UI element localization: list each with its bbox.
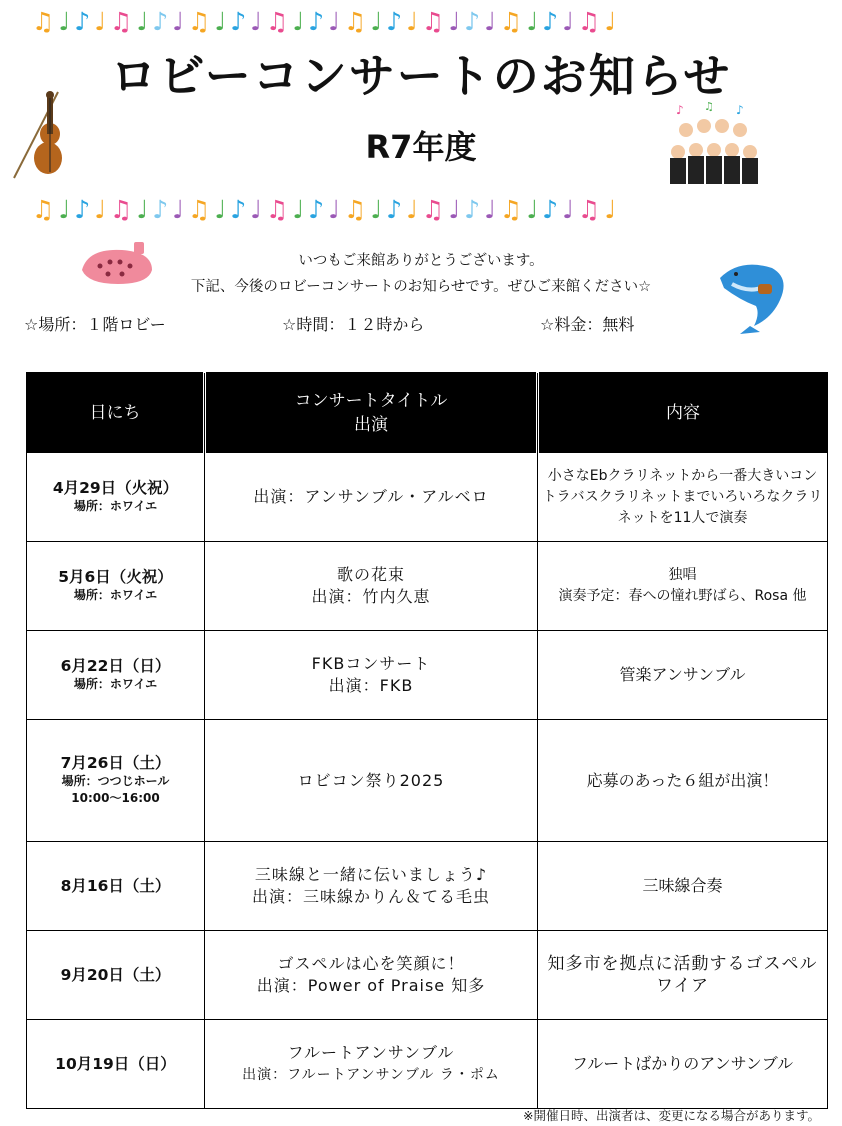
info-time: ☆時間：１２時から: [282, 315, 425, 334]
intro-text: [0, 248, 842, 300]
music-note-icon: ♩: [484, 194, 496, 224]
music-note-icon: ♫: [577, 194, 601, 224]
row-performer: 出演：三味線かりん＆てる毛虫: [251, 887, 490, 906]
header-title-line1: コンサートタイトル: [294, 390, 448, 411]
row-title: ロビコン祭り2025: [297, 770, 445, 790]
table-row: [27, 720, 828, 842]
music-note-icon: ♩: [172, 194, 184, 224]
music-note-icon: ♫: [265, 194, 289, 224]
music-note-icon: ♪: [230, 194, 247, 224]
music-note-icon: ♪: [386, 6, 403, 36]
row-title: 三味線と一緒に伝いましょう♪: [254, 865, 488, 884]
music-note-icon: ♩: [604, 6, 617, 36]
music-note-icon: ♫: [343, 6, 367, 36]
music-note-icon: ♩: [406, 6, 418, 36]
row-date-cell: [27, 842, 205, 931]
header-date: 日にち: [27, 373, 205, 453]
row-title-cell: [205, 542, 538, 631]
music-note-icon: ♩: [136, 6, 149, 36]
music-note-icon: ♫: [265, 6, 289, 36]
music-note-icon: ♩: [58, 194, 71, 224]
music-note-icon: ♪: [464, 6, 481, 36]
music-note-icon: ♩: [526, 194, 539, 224]
table-row: [27, 631, 828, 720]
table-row: [27, 1020, 828, 1109]
row-place: 場所：ホワイエ: [73, 588, 158, 602]
music-note-icon: ♫: [343, 194, 367, 224]
music-note-icon: ♩: [136, 194, 149, 224]
music-note-icon: ♩: [328, 6, 340, 36]
music-note-icon: ♪: [230, 6, 247, 36]
row-date: 8月16日（土）: [60, 876, 171, 895]
music-note-icon: ♩: [448, 194, 461, 224]
svg-text:♪: ♪: [676, 103, 684, 117]
music-note-icon: ♫: [499, 6, 523, 36]
row-title: 歌の花束: [336, 565, 405, 584]
intro-line-2: 下記、今後のロビーコンサートのお知らせです。ぜひご来館ください☆: [190, 279, 652, 295]
row-date: 4月29日（火祝）: [52, 479, 179, 497]
row-title-cell: [205, 931, 538, 1020]
row-date-cell: [27, 720, 205, 842]
row-content: 小さなEbクラリネットから一番大きいコントラバスクラリネットまでいろいろなクラリネットを11人で演奏: [538, 453, 828, 542]
music-notes-top: [32, 4, 732, 38]
music-note-icon: ♪: [542, 6, 559, 36]
table-row: [27, 842, 828, 931]
row-date: 6月22日（日）: [60, 657, 171, 675]
music-note-icon: ♩: [370, 194, 383, 224]
music-note-icon: ♪: [464, 194, 481, 224]
music-note-icon: ♩: [94, 194, 106, 224]
music-note-icon: ♪: [386, 194, 403, 224]
row-date-cell: [27, 453, 205, 542]
music-note-icon: ♪: [74, 194, 91, 224]
row-content: フルートばかりのアンサンブル: [538, 1020, 828, 1109]
row-date-cell: [27, 631, 205, 720]
row-title: フルートアンサンブル: [287, 1043, 455, 1062]
schedule-table: [26, 372, 828, 1109]
music-note-icon: ♩: [448, 6, 461, 36]
music-note-icon: ♩: [484, 6, 496, 36]
row-title-cell: [205, 453, 538, 542]
row-date: 5月6日（火祝）: [58, 568, 173, 586]
row-title-cell: [205, 631, 538, 720]
row-content-line1: 独唱: [668, 567, 697, 583]
row-title: ゴスペルは心を笑顔に！: [277, 954, 465, 973]
page-title: ロビーコンサートのお知らせ: [110, 49, 732, 103]
info-fee: ☆料金：無料: [540, 315, 635, 334]
row-date-cell: [27, 1020, 205, 1109]
row-performer: 出演：Power of Praise 知多: [256, 976, 486, 995]
row-date-cell: [27, 931, 205, 1020]
info-place: ☆場所：１階ロビー: [24, 315, 166, 334]
header-content: 内容: [538, 373, 828, 453]
music-note-icon: ♩: [406, 194, 418, 224]
music-note-icon: ♫: [499, 194, 523, 224]
intro-line-1: いつもご来館ありがとうございます。: [298, 253, 544, 269]
row-title-cell: [205, 720, 538, 842]
music-note-icon: ♪: [152, 194, 169, 224]
row-date: 10月19日（日）: [55, 1054, 176, 1073]
music-note-icon: ♫: [187, 6, 211, 36]
music-note-icon: ♩: [214, 6, 227, 36]
header-title-line2: 出演: [354, 414, 388, 435]
svg-text:♪: ♪: [736, 103, 744, 117]
row-date: 7月26日（土）: [60, 754, 171, 772]
music-note-icon: ♩: [370, 6, 383, 36]
music-note-icon: ♩: [562, 194, 574, 224]
music-note-icon: ♫: [421, 194, 445, 224]
music-note-icon: ♫: [577, 6, 601, 36]
music-note-icon: ♫: [109, 6, 133, 36]
svg-text:♫: ♫: [704, 100, 714, 113]
row-place: 場所：ホワイエ: [73, 499, 158, 513]
row-time: 10:00～16:00: [71, 791, 160, 805]
music-note-icon: ♫: [32, 6, 55, 36]
table-row: [27, 453, 828, 542]
music-note-icon: ♩: [292, 6, 305, 36]
row-performer: 出演：アンサンブル・アルベロ: [253, 487, 489, 506]
music-note-icon: ♪: [308, 194, 325, 224]
row-place: 場所：ホワイエ: [73, 677, 158, 691]
row-title-cell: [205, 1020, 538, 1109]
table-header-row: [27, 373, 828, 453]
music-note-icon: ♪: [152, 6, 169, 36]
music-note-icon: ♩: [292, 194, 305, 224]
music-note-icon: ♩: [604, 194, 617, 224]
music-note-icon: ♩: [526, 6, 539, 36]
music-note-icon: ♩: [58, 6, 71, 36]
music-notes-bottom: [32, 192, 732, 226]
music-note-icon: ♩: [250, 194, 262, 224]
music-note-icon: ♩: [172, 6, 184, 36]
row-title: FKBコンサート: [311, 654, 431, 673]
music-note-icon: ♪: [308, 6, 325, 36]
music-note-icon: ♫: [421, 6, 445, 36]
row-date-cell: [27, 542, 205, 631]
row-content: 管楽アンサンブル: [538, 631, 828, 720]
footnote: ※開催日時、出演者は、変更になる場合があります。: [523, 1108, 820, 1123]
row-date: 9月20日（土）: [60, 965, 171, 984]
music-note-icon: ♪: [74, 6, 91, 36]
music-note-icon: ♩: [250, 6, 262, 36]
table-row: [27, 542, 828, 631]
fiscal-year-subtitle: R7年度: [365, 128, 477, 166]
music-note-icon: ♩: [328, 194, 340, 224]
row-content: 知多市を拠点に活動するゴスペルワイア: [538, 931, 828, 1020]
row-place: 場所：つつじホール: [61, 774, 170, 788]
row-content-cell: [538, 542, 828, 631]
music-note-icon: ♩: [562, 6, 574, 36]
music-note-icon: ♩: [94, 6, 106, 36]
row-title-cell: [205, 842, 538, 931]
music-note-icon: ♫: [109, 194, 133, 224]
row-content: 三味線合奏: [538, 842, 828, 931]
music-note-icon: ♫: [187, 194, 211, 224]
table-row: [27, 931, 828, 1020]
row-content-line2: 演奏予定：春への憧れ野ばら、Rosa 他: [558, 588, 807, 604]
header-title: [205, 373, 538, 453]
music-note-icon: ♩: [214, 194, 227, 224]
row-performer: 出演：FKB: [328, 676, 414, 695]
row-performer: 出演：フルートアンサンブル ラ・ポム: [242, 1067, 500, 1083]
music-note-icon: ♪: [542, 194, 559, 224]
row-performer: 出演：竹内久恵: [311, 587, 431, 606]
row-content: 応募のあった６組が出演！: [538, 720, 828, 842]
music-note-icon: ♫: [32, 194, 55, 224]
